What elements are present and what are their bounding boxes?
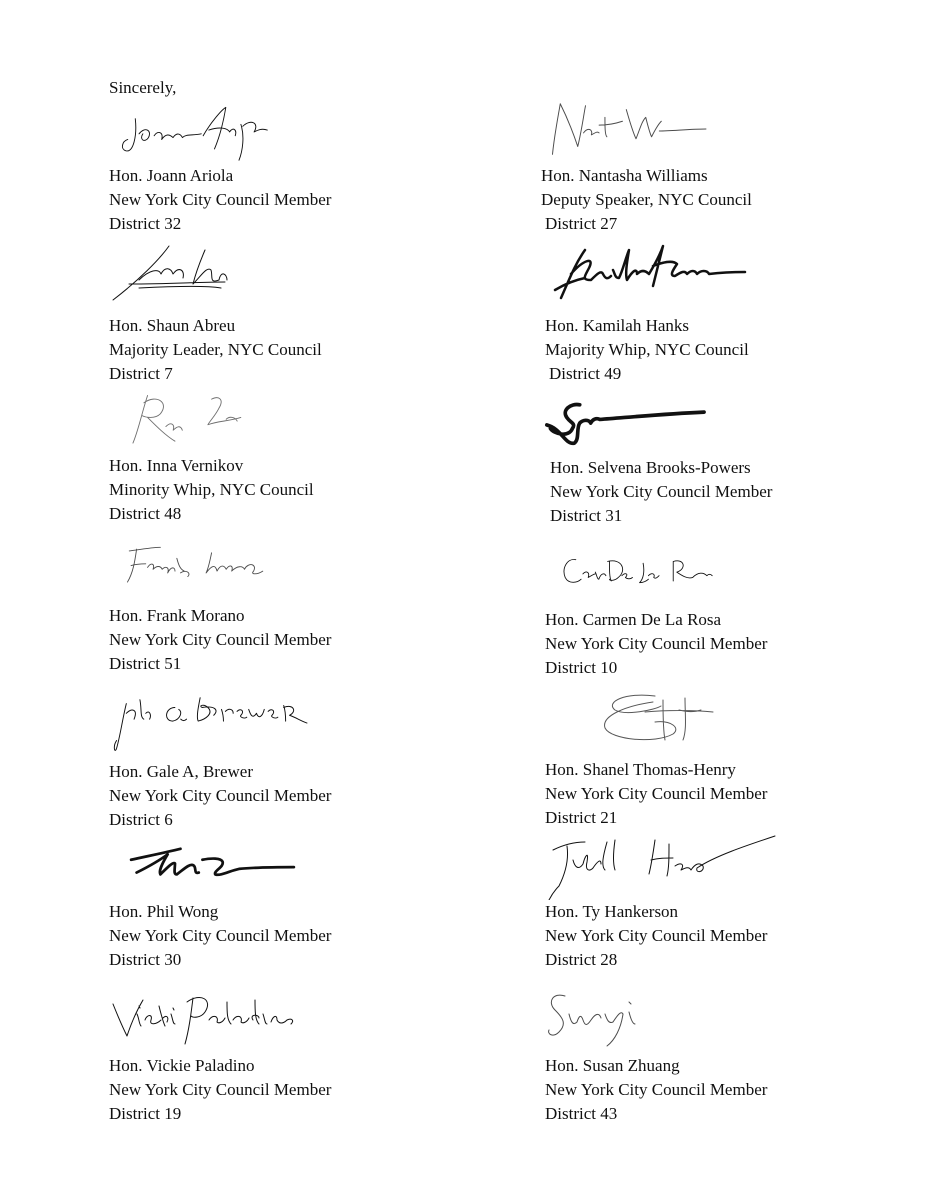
signatory-district: District 48	[109, 504, 182, 523]
signature-block-paladino	[109, 984, 429, 1126]
handwritten-signature	[109, 836, 369, 900]
handwritten-signature	[545, 984, 805, 1054]
signature-block-hankerson	[545, 830, 865, 972]
signatory-name: Hon. Gale A, Brewer	[109, 762, 253, 781]
signature-block-de-la-rosa	[545, 542, 865, 680]
signatory-title: New York City Council Member	[550, 482, 773, 501]
signatory-district: District 19	[109, 1104, 182, 1123]
signatory-district: District 43	[545, 1104, 618, 1123]
handwritten-signature	[532, 392, 792, 456]
handwritten-signature	[109, 984, 369, 1054]
signatory-title: New York City Council Member	[545, 784, 768, 803]
signatory-title: Minority Whip, NYC Council	[109, 480, 314, 499]
signatory-district: District 10	[545, 658, 618, 677]
signature-block-brooks-powers	[532, 392, 852, 528]
signature-block-abreu	[109, 240, 429, 386]
signatory-title: New York City Council Member	[545, 926, 768, 945]
closing-salutation: Sincerely,	[109, 78, 177, 97]
handwritten-signature	[109, 690, 369, 758]
signatory-district: District 6	[109, 810, 173, 829]
signatory-title: Majority Whip, NYC Council	[545, 340, 749, 359]
signatory-title: New York City Council Member	[109, 630, 332, 649]
signatory-district: District 32	[109, 214, 182, 233]
signatory-title: New York City Council Member	[109, 926, 332, 945]
signature-block-brewer	[109, 690, 429, 832]
signatory-district: District 7	[109, 364, 173, 383]
handwritten-signature	[109, 240, 369, 310]
signatory-title: New York City Council Member	[109, 190, 332, 209]
handwritten-signature	[541, 96, 801, 164]
signatory-name: Hon. Joann Ariola	[109, 166, 234, 185]
handwritten-signature	[109, 98, 369, 164]
signatory-title: New York City Council Member	[109, 1080, 332, 1099]
signatory-title: New York City Council Member	[545, 1080, 768, 1099]
signatory-district: District 51	[109, 654, 182, 673]
signature-block-morano	[109, 540, 429, 676]
signatory-name: Hon. Vickie Paladino	[109, 1056, 255, 1075]
signature-block-williams	[541, 96, 861, 236]
signature-block-ariola	[109, 98, 429, 236]
signature-block-zhuang	[545, 984, 865, 1126]
signatory-title: New York City Council Member	[545, 634, 768, 653]
signatory-district: District 49	[549, 364, 622, 383]
handwritten-signature	[545, 542, 805, 604]
signatory-name: Hon. Shaun Abreu	[109, 316, 236, 335]
signatory-district: District 28	[545, 950, 618, 969]
signatory-name: Hon. Shanel Thomas-Henry	[545, 760, 736, 779]
signatory-district: District 30	[109, 950, 182, 969]
signatory-name: Hon. Ty Hankerson	[545, 902, 679, 921]
signature-block-hanks	[545, 240, 865, 386]
signatory-district: District 27	[545, 214, 618, 233]
handwritten-signature	[545, 240, 805, 310]
signatory-name: Hon. Selvena Brooks-Powers	[550, 458, 751, 477]
handwritten-signature	[545, 688, 805, 758]
signatory-title: New York City Council Member	[109, 786, 332, 805]
handwritten-signature	[545, 830, 805, 900]
signatory-name: Hon. Susan Zhuang	[545, 1056, 680, 1075]
signatory-district: District 31	[550, 506, 623, 525]
handwritten-signature	[109, 540, 369, 604]
signatory-title: Deputy Speaker, NYC Council	[541, 190, 752, 209]
signatory-name: Hon. Kamilah Hanks	[545, 316, 690, 335]
signature-block-vernikov	[109, 390, 429, 526]
signatory-name: Hon. Phil Wong	[109, 902, 219, 921]
signature-block-thomas-henry	[545, 688, 865, 830]
signatory-name: Hon. Nantasha Williams	[541, 166, 708, 185]
signatory-name: Hon. Inna Vernikov	[109, 456, 244, 475]
signature-block-wong	[109, 836, 429, 972]
signatory-name: Hon. Carmen De La Rosa	[545, 610, 722, 629]
signatory-name: Hon. Frank Morano	[109, 606, 245, 625]
signatory-title: Majority Leader, NYC Council	[109, 340, 322, 359]
handwritten-signature	[109, 390, 369, 454]
signatory-district: District 21	[545, 808, 618, 827]
